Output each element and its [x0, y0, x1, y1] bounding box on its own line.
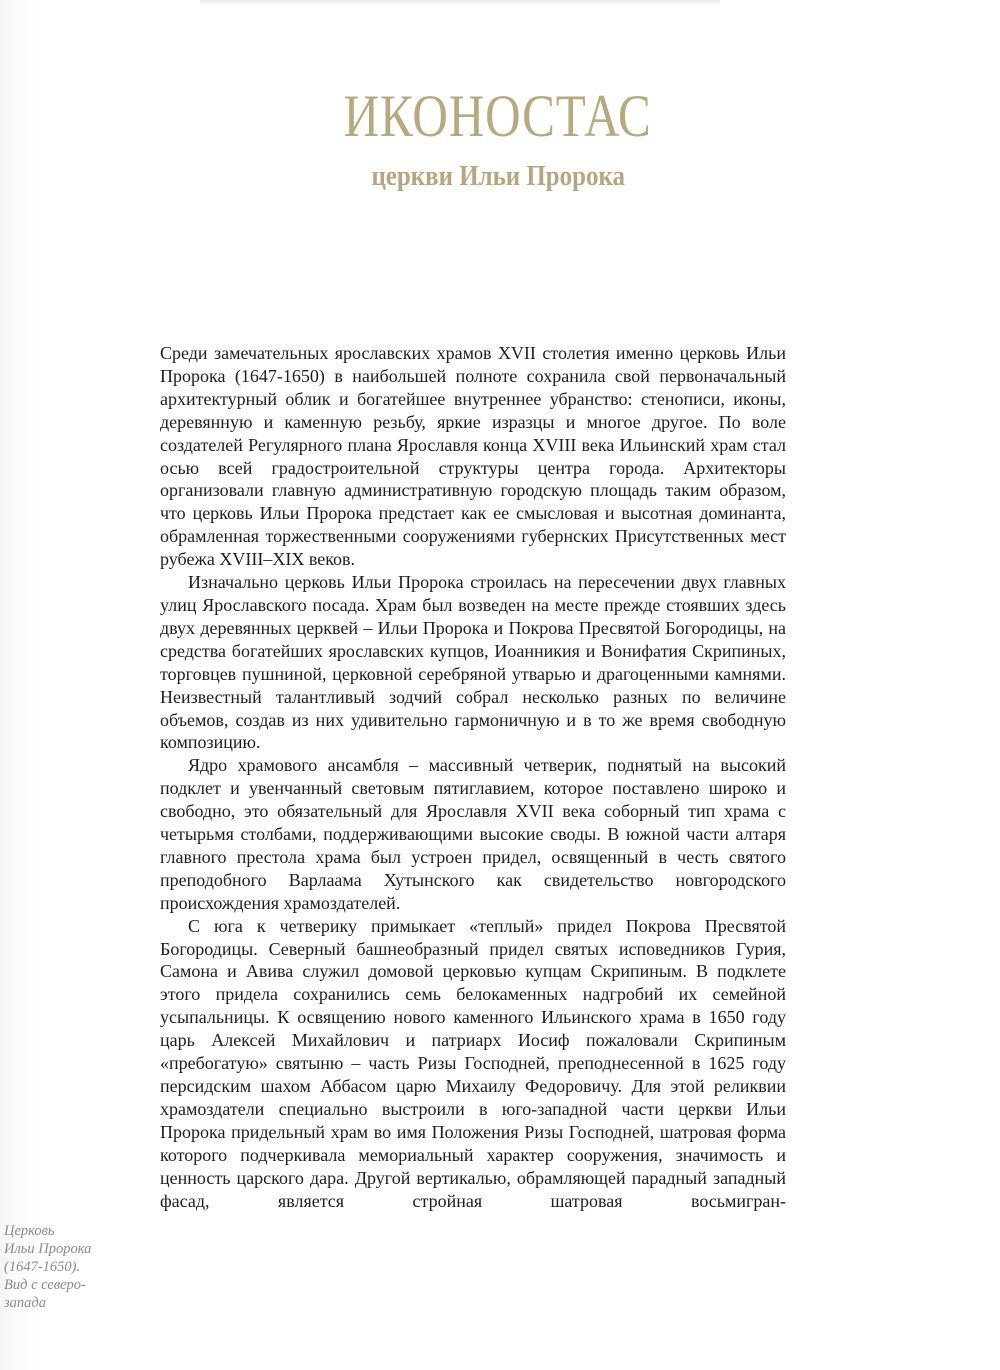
caption-line: Ильи Пророка	[4, 1241, 92, 1257]
page-title: ИКОНОСТАС	[343, 83, 652, 149]
page-subtitle: церкви Ильи Пророка	[371, 160, 625, 192]
caption-line: Вид с северо-	[4, 1277, 86, 1293]
page-top-shadow	[200, 0, 720, 6]
paragraph-1: Среди замечательных ярославских храмов XVII столетия именно церковь Ильи Пророка (1647-1650) в наибольшей полноте сохранила свой первоначальный архитектурный облик и богатейшее внутреннее убранство: стенописи, иконы, деревянную и каменную резьбу, яркие изразцы и многое другое. По воле создателей Регулярного плана Ярославля конца XVIII века Ильинский храм стал осью всей градостроительной структуры центра города. Архитекторы организовали главную административную городскую площадь таким образом, что церковь Ильи Пророка предстает как ее смысловая и высотная доминанта, обрамленная торжественными сооружениями губернских Присутственных мест рубежа XVIII–XIX веков.	[160, 343, 786, 570]
caption-line: Церковь	[4, 1223, 55, 1239]
photo-caption	[4, 1222, 114, 1312]
paragraph-3: Ядро храмового ансамбля – массивный четверик, поднятый на высокий подклет и увенчанный световым пятиглавием, которое поставлено широко и свободно, это обязательный для Ярославля XVII века соборный тип храма с четырьмя столбами, поддерживающими высокие своды. В южной части алтаря главного престола храма был устроен придел, освященный в честь святого преподобного Варлаама Хутынского как свидетельство новгородского происхождения храмоздателей.	[160, 755, 786, 913]
paragraph-4: С юга к четверику примыкает «теплый» придел Покрова Пресвятой Богородицы. Северный башнеобразный придел святых исповедников Гурия, Самона и Авива служил домовой церковью купцам Скрипиным. В подклете этого придела сохранились семь белокаменных надгробий их семейной усыпальницы. К освящению нового каменного Ильинского храма в 1650 году царь Алексей Михайлович и патриарх Иосиф пожаловали Скрипиным «пребогатую» святыню – часть Ризы Господней, преподнесенной в 1625 году персидским шахом Аббасом царю Михаилу Федоровичу. Для этой реликвии храмоздатели специально выстроили в юго-западной части церкви Ильи Пророка придельный храм во имя Положения Ризы Господней, шатровая форма которого подчеркивала мемориальный характер сооружения, значимость и ценность царского дара. Другой вертикалью, обрамляющей парадный западный фасад, является стройная шатровая восьмигран-	[160, 915, 786, 1211]
caption-line: запада	[4, 1295, 46, 1311]
paragraph-2: Изначально церковь Ильи Пророка строилась на пересечении двух главных улиц Ярославского посада. Храм был возведен на месте прежде стоявших здесь двух деревянных церквей – Ильи Пророка и Покрова Пресвятой Богородицы, на средства богатейших ярославских купцов, Иоанникия и Вонифатия Скрипиных, торговцев пушниной, церковной серебряной утварью и драгоценными камнями. Неизвестный талантливый зодчий собрал несколько разных по величине объемов, создав из них удивительно гармоничную и в то же время свободную композицию.	[160, 572, 786, 753]
article-body	[160, 342, 786, 1212]
caption-line: (1647-1650).	[4, 1259, 81, 1275]
